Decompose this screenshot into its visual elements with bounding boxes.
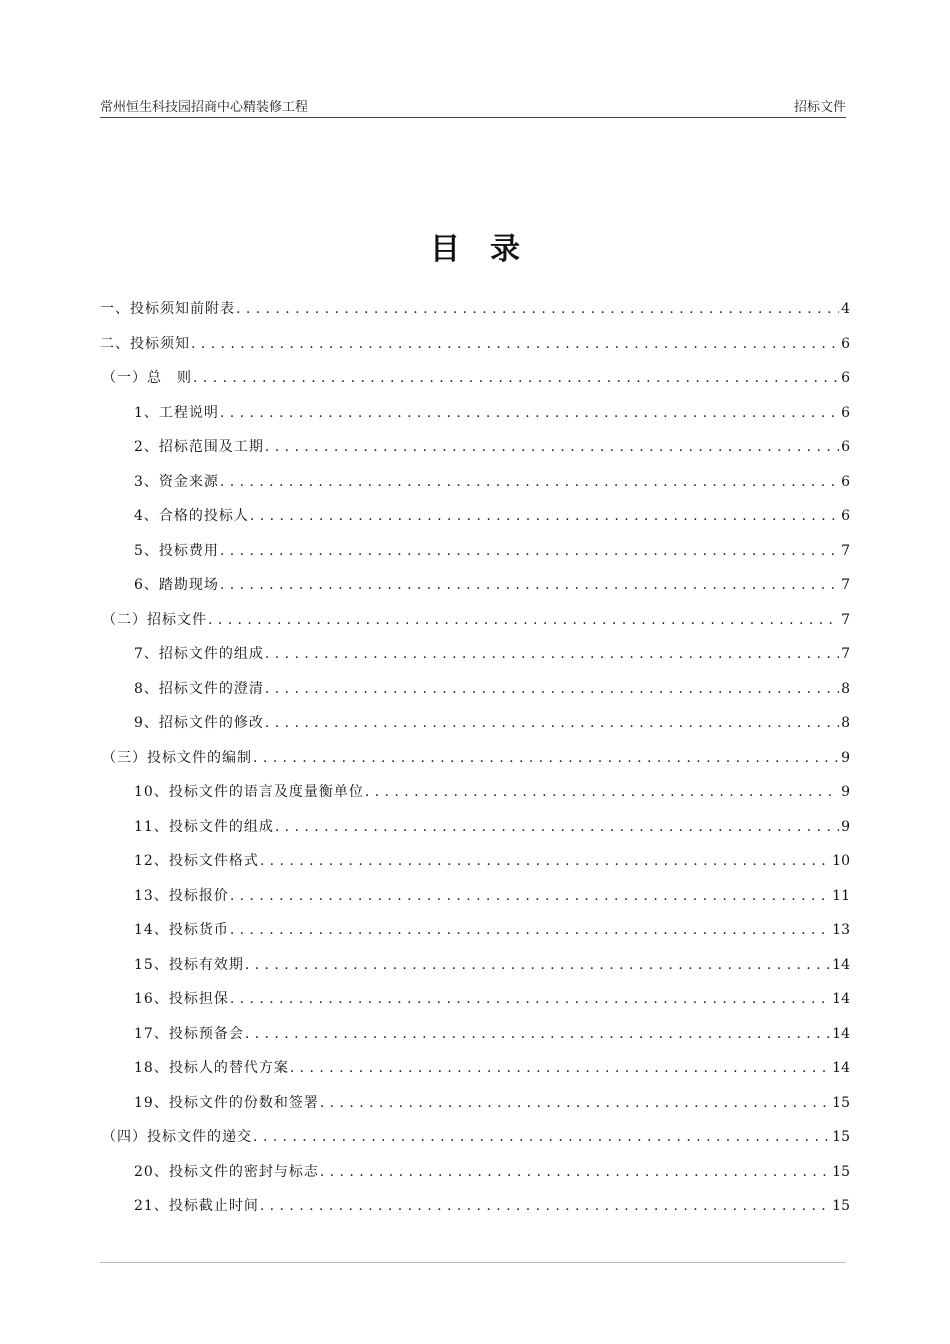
- toc-entry[interactable]: [100, 327, 850, 362]
- toc-entry-page-number: 9: [841, 818, 850, 835]
- toc-entry[interactable]: [100, 534, 850, 569]
- toc-dot-leader: [191, 335, 839, 353]
- toc-entry-label: （三）投标文件的编制: [102, 749, 252, 766]
- toc-dot-leader: [236, 300, 839, 318]
- toc-dot-leader: [253, 749, 839, 767]
- toc-entry-label: （一）总 则: [102, 370, 192, 387]
- toc-entry-label: 12、投标文件格式: [134, 853, 259, 870]
- toc-entry-label: 7、招标文件的组成: [134, 646, 264, 663]
- toc-entry[interactable]: [100, 396, 850, 431]
- toc-dot-leader: [220, 473, 839, 491]
- toc-entry[interactable]: [100, 568, 850, 603]
- toc-entry-page-number: 6: [841, 335, 850, 352]
- toc-dot-leader: [275, 818, 839, 836]
- toc-entry[interactable]: [100, 948, 850, 983]
- toc-entry-page-number: 8: [841, 680, 850, 697]
- toc-entry[interactable]: [100, 706, 850, 741]
- toc-entry-page-number: 9: [841, 784, 850, 801]
- toc-dot-leader: [265, 645, 839, 663]
- toc-dot-leader: [265, 680, 839, 698]
- toc-entry[interactable]: [100, 292, 850, 327]
- toc-dot-leader: [230, 990, 830, 1008]
- toc-dot-leader: [230, 887, 830, 905]
- toc-entry-label: 16、投标担保: [134, 991, 229, 1008]
- toc-entry-label: 8、招标文件的澄清: [134, 680, 264, 697]
- page-header: [100, 100, 846, 118]
- toc-entry-page-number: 6: [841, 473, 850, 490]
- toc-entry[interactable]: [100, 879, 850, 914]
- toc-entry-page-number: 6: [841, 404, 850, 421]
- toc-entry-label: 11、投标文件的组成: [134, 818, 274, 835]
- toc-entry[interactable]: [100, 465, 850, 500]
- toc-dot-leader: [220, 404, 839, 422]
- toc-dot-leader: [320, 1094, 830, 1112]
- toc-dot-leader: [230, 921, 830, 939]
- toc-dot-leader: [265, 714, 839, 732]
- toc-entry-label: 14、投标货币: [134, 922, 229, 939]
- toc-entry[interactable]: [100, 603, 850, 638]
- toc-entry-label: 9、招标文件的修改: [134, 715, 264, 732]
- toc-entry-page-number: 14: [832, 1060, 850, 1077]
- toc-dot-leader: [253, 1128, 830, 1146]
- toc-entry-label: 13、投标报价: [134, 887, 229, 904]
- toc-entry[interactable]: [100, 1017, 850, 1052]
- header-project-name: 常州恒生科技园招商中心精装修工程: [100, 100, 309, 115]
- toc-entry[interactable]: [100, 741, 850, 776]
- toc-entry-label: 21、投标截止时间: [134, 1198, 259, 1215]
- toc-entry-page-number: 6: [841, 439, 850, 456]
- toc-dot-leader: [250, 507, 839, 525]
- toc-dot-leader: [260, 852, 830, 870]
- toc-entry[interactable]: [100, 1086, 850, 1121]
- toc-dot-leader: [265, 438, 839, 456]
- toc-entry-page-number: 10: [832, 853, 850, 870]
- toc-entry-page-number: 8: [841, 715, 850, 732]
- toc-entry-label: 1、工程说明: [134, 404, 219, 421]
- toc-entry[interactable]: [100, 361, 850, 396]
- toc-entry[interactable]: [100, 810, 850, 845]
- toc-entry[interactable]: [100, 913, 850, 948]
- toc-entry-page-number: 13: [832, 922, 850, 939]
- toc-dot-leader: [245, 956, 830, 974]
- toc-entry-label: 10、投标文件的语言及度量衡单位: [134, 784, 364, 801]
- toc-entry[interactable]: [100, 1189, 850, 1224]
- toc-entry-page-number: 15: [832, 1094, 850, 1111]
- footer-divider: [100, 1262, 846, 1263]
- toc-entry-label: 二、投标须知: [100, 335, 190, 352]
- toc-entry-label: 19、投标文件的份数和签署: [134, 1094, 319, 1111]
- toc-entry[interactable]: [100, 1051, 850, 1086]
- toc-entry-label: 一、投标须知前附表: [100, 301, 235, 318]
- toc-entry[interactable]: [100, 1155, 850, 1190]
- toc-entry-label: 20、投标文件的密封与标志: [134, 1163, 319, 1180]
- toc-entry-label: （四）投标文件的递交: [102, 1129, 252, 1146]
- toc-entry-page-number: 14: [832, 1025, 850, 1042]
- toc-entry-page-number: 6: [841, 508, 850, 525]
- toc-entry-label: 15、投标有效期: [134, 956, 244, 973]
- toc-entry-label: 18、投标人的替代方案: [134, 1060, 289, 1077]
- toc-entry-label: （二）招标文件: [102, 611, 207, 628]
- toc-entry-page-number: 7: [841, 646, 850, 663]
- toc-entry-page-number: 7: [841, 611, 850, 628]
- toc-entry[interactable]: [100, 982, 850, 1017]
- toc-entry-page-number: 7: [841, 577, 850, 594]
- toc-entry-page-number: 14: [832, 956, 850, 973]
- toc-entry[interactable]: [100, 430, 850, 465]
- toc-entry-page-number: 4: [841, 301, 850, 318]
- toc-dot-leader: [220, 576, 839, 594]
- toc-entry-label: 3、资金来源: [134, 473, 219, 490]
- toc-entry-label: 4、合格的投标人: [134, 508, 249, 525]
- toc-entry-page-number: 15: [832, 1198, 850, 1215]
- table-of-contents: [100, 292, 850, 1224]
- toc-entry[interactable]: [100, 844, 850, 879]
- toc-entry-page-number: 6: [841, 370, 850, 387]
- toc-dot-leader: [208, 611, 839, 629]
- toc-entry[interactable]: [100, 637, 850, 672]
- toc-entry-page-number: 15: [832, 1129, 850, 1146]
- toc-dot-leader: [320, 1163, 830, 1181]
- toc-entry-label: 2、招标范围及工期: [134, 439, 264, 456]
- toc-dot-leader: [193, 369, 839, 387]
- toc-entry[interactable]: [100, 499, 850, 534]
- toc-dot-leader: [365, 783, 839, 801]
- toc-entry-page-number: 11: [832, 887, 850, 904]
- toc-dot-leader: [245, 1025, 830, 1043]
- toc-title: 目录: [430, 232, 550, 267]
- toc-entry[interactable]: [100, 1120, 850, 1155]
- toc-entry-page-number: 14: [832, 991, 850, 1008]
- toc-entry-page-number: 7: [841, 542, 850, 559]
- header-document-type: 招标文件: [793, 100, 846, 115]
- toc-entry-label: 5、投标费用: [134, 542, 219, 559]
- toc-entry-page-number: 9: [841, 749, 850, 766]
- toc-dot-leader: [220, 542, 839, 560]
- toc-entry-label: 6、踏勘现场: [134, 577, 219, 594]
- toc-entry[interactable]: [100, 775, 850, 810]
- toc-dot-leader: [290, 1059, 830, 1077]
- toc-dot-leader: [260, 1197, 830, 1215]
- toc-entry-page-number: 15: [832, 1163, 850, 1180]
- toc-entry[interactable]: [100, 672, 850, 707]
- toc-entry-label: 17、投标预备会: [134, 1025, 244, 1042]
